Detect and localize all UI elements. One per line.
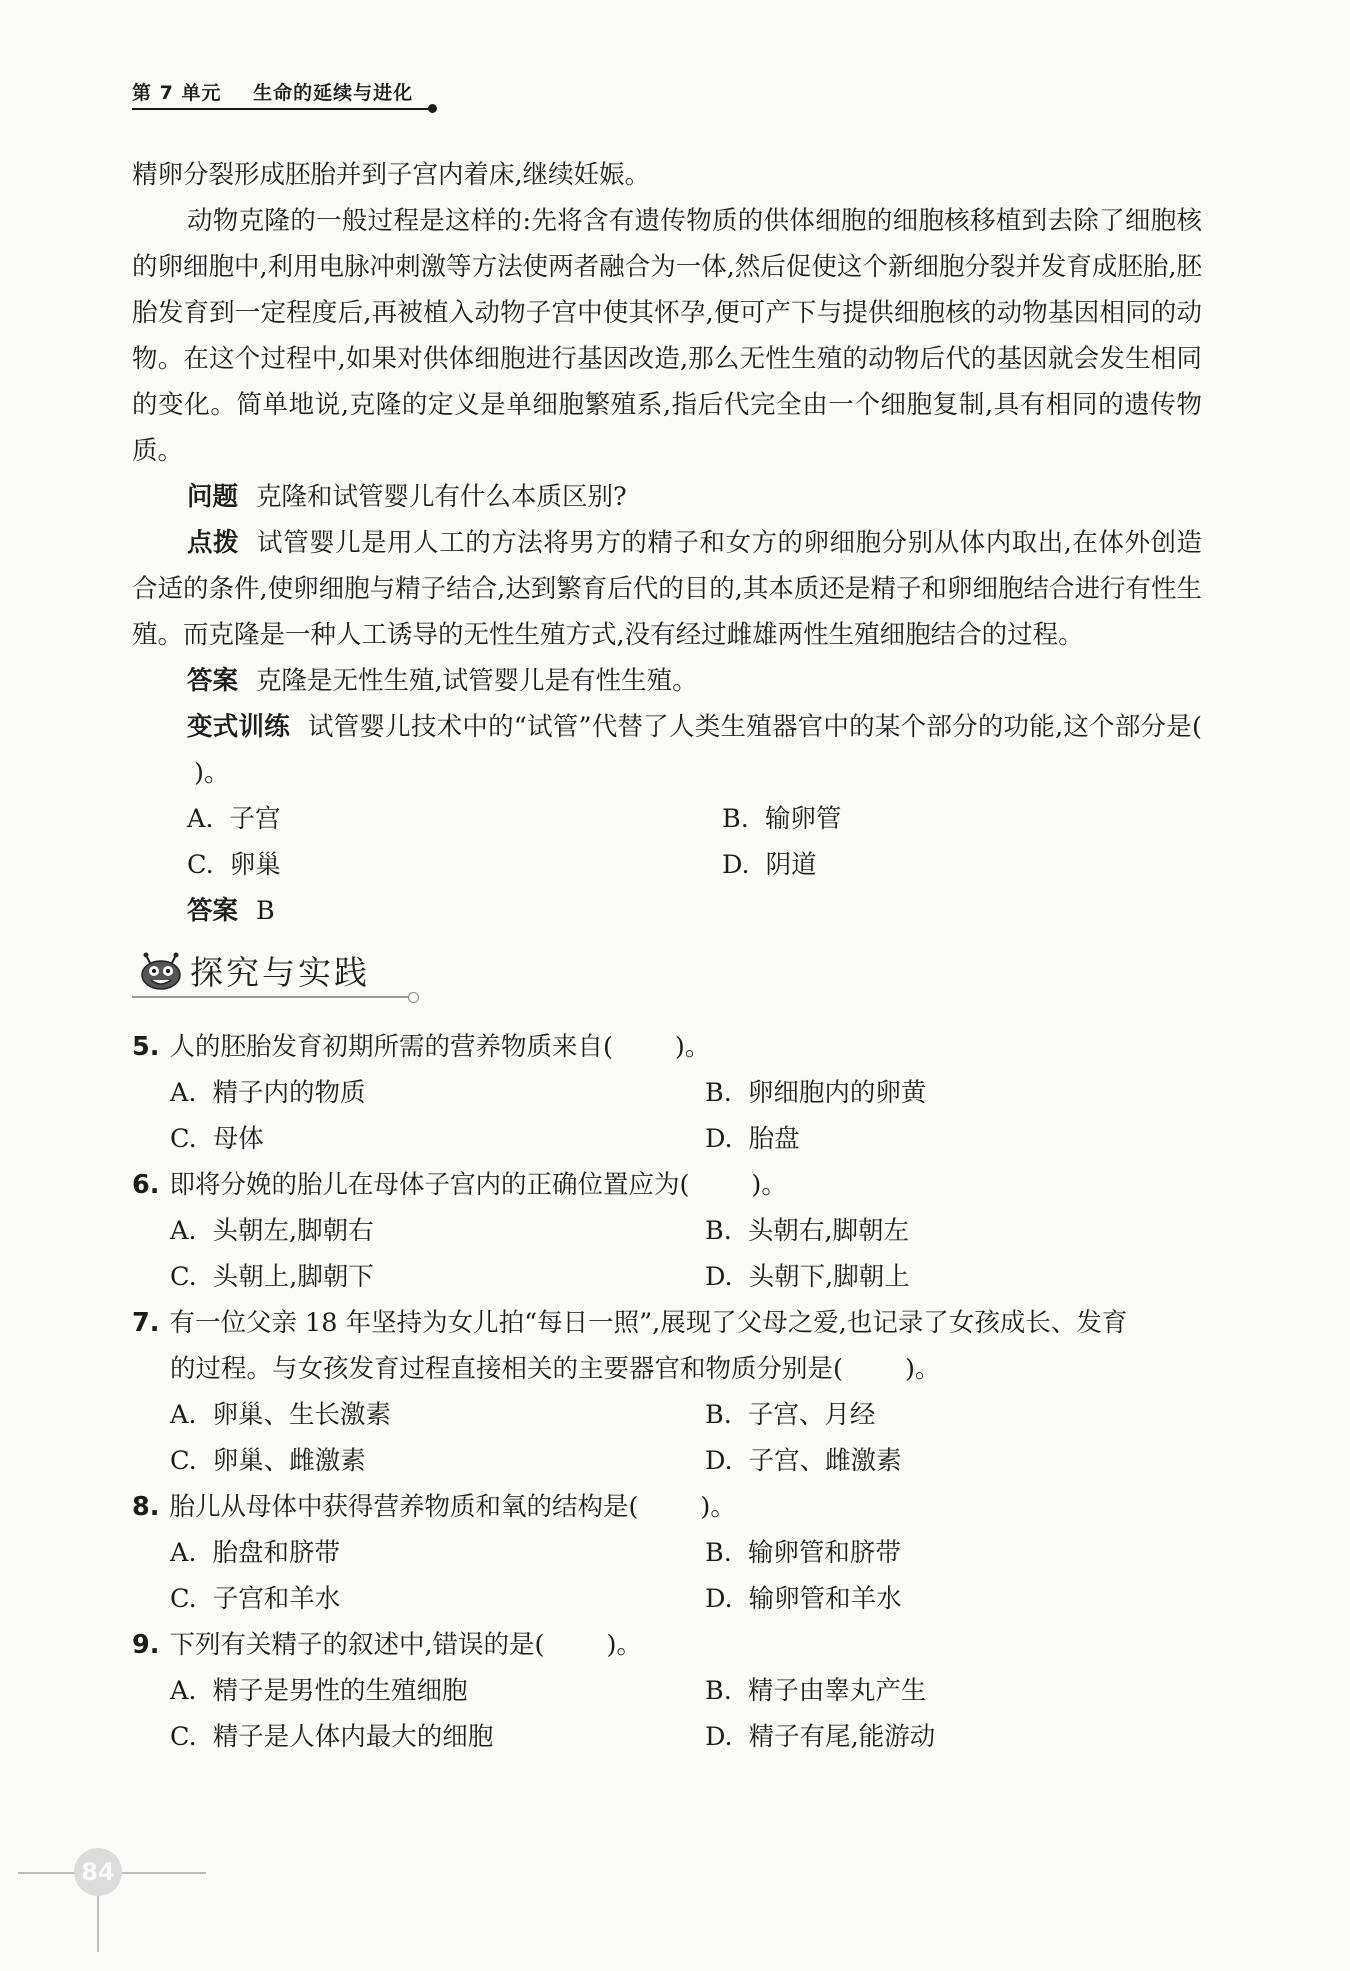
running-header [132,78,413,105]
variant-text: 试管婴儿技术中的“试管”代替了人类生殖器官中的某个部分的功能,这个部分是( [307,712,1202,742]
cartoon-face-icon [138,952,184,992]
option-c: C. 母体 [170,1124,264,1154]
variant-answer-text: B [256,896,275,926]
option-d: D. 阴道 [722,850,817,880]
question-label: 问题 [187,482,239,512]
page-number: 84 [74,1848,122,1896]
option-b: B. 输卵管 [722,804,842,834]
variant-options [132,796,1202,888]
section-rule [132,996,410,998]
header-rule-dot [428,104,437,113]
question-7-continued: 的过程。与女孩发育过程直接相关的主要器官和物质分别是( )。 [170,1354,941,1384]
hint-label: 点拨 [187,528,240,558]
option-a: A. 卵巢、生长激素 [170,1400,392,1430]
question-7-options [132,1392,1202,1484]
option-a: A. 头朝左,脚朝右 [170,1216,374,1246]
option-c: C. 卵巢、雌激素 [170,1446,366,1476]
section-rule-dot [408,992,419,1003]
question-block [132,474,1202,520]
variant-block [132,704,1202,796]
section-title: 探究与实践 [190,953,370,992]
question-5-options [132,1070,1202,1162]
question-8: 8. 胎儿从母体中获得营养物质和氧的结构是( )。 [132,1492,736,1522]
option-b: B. 卵细胞内的卵黄 [705,1078,927,1108]
option-d: D. 精子有尾,能游动 [705,1722,936,1752]
variant-close: )。 [194,758,230,788]
question-9: 9. 下列有关精子的叙述中,错误的是( )。 [132,1630,642,1660]
option-c: C. 子宫和羊水 [170,1584,341,1614]
answer-block [132,658,1202,704]
header-rule [132,108,432,110]
section-heading [132,940,1202,1024]
option-d: D. 头朝下,脚朝上 [705,1262,910,1292]
option-d: D. 胎盘 [705,1124,800,1154]
option-a: A. 胎盘和脐带 [170,1538,341,1568]
question-7: 7. 有一位父亲 18 年坚持为女儿拍“每日一照”,展现了父母之爱,也记录了女孩成长、发育 [132,1308,1128,1338]
hint-text: 试管婴儿是用人工的方法将男方的精子和女方的卵细胞分别从体内取出,在体外创造合适的条件,使卵细胞与精子结合,达到繁育后代的目的,其本质还是精子和卵细胞结合进行有性生殖。而克隆是一种人工诱导的无性生殖方式,没有经过雌雄两性生殖细胞结合的过程。 [132,528,1202,650]
variant-label: 变式训练 [187,712,290,742]
header-unit: 第 7 单元 [132,82,222,104]
page-content [132,152,1202,1760]
option-c: C. 卵巢 [187,850,281,880]
option-b: B. 子宫、月经 [705,1400,876,1430]
question-6-options [132,1208,1202,1300]
option-b: B. 输卵管和脐带 [705,1538,901,1568]
option-a: A. 子宫 [187,804,281,834]
answer-label: 答案 [187,666,239,696]
variant-answer-block [132,888,1202,934]
question-8-options [132,1530,1202,1622]
option-b: B. 精子由睾丸产生 [705,1676,927,1706]
question-6: 6. 即将分娩的胎儿在母体子宫内的正确位置应为( )。 [132,1170,787,1200]
option-d: D. 子宫、雌激素 [705,1446,902,1476]
option-a: A. 精子内的物质 [170,1078,366,1108]
paragraph-cloning: 动物克隆的一般过程是这样的:先将含有遗传物质的供体细胞的细胞核移植到去除了细胞核的卵细胞中,利用电脉冲刺激等方法使两者融合为一体,然后促使这个新细胞分裂并发育成胚胎,胚胎发育到一定程度后,再被植入动物子宫中使其怀孕,便可产下与提供细胞核的动物基因相同的动物。在这个过程中,如果对供体细胞进行基因改造,那么无性生殖的动物后代的基因就会发生相同的变化。简单地说,克隆的定义是单细胞繁殖系,指后代完全由一个细胞复制,具有相同的遗传物质。 [132,206,1202,466]
option-a: A. 精子是男性的生殖细胞 [170,1676,468,1706]
option-d: D. 输卵管和羊水 [705,1584,902,1614]
question-5: 5. 人的胚胎发育初期所需的营养物质来自( )。 [132,1032,711,1062]
question-text: 克隆和试管婴儿有什么本质区别? [256,482,627,512]
option-c: C. 头朝上,脚朝下 [170,1262,374,1292]
option-b: B. 头朝右,脚朝左 [705,1216,909,1246]
paragraph-continued: 精卵分裂形成胚胎并到子宫内着床,继续妊娠。 [132,160,651,190]
hint-block [132,520,1202,658]
option-c: C. 精子是人体内最大的细胞 [170,1722,494,1752]
header-title: 生命的延续与进化 [253,82,414,104]
question-9-options [132,1668,1202,1760]
answer-text: 克隆是无性生殖,试管婴儿是有性生殖。 [256,666,698,696]
variant-answer-label: 答案 [187,896,239,926]
